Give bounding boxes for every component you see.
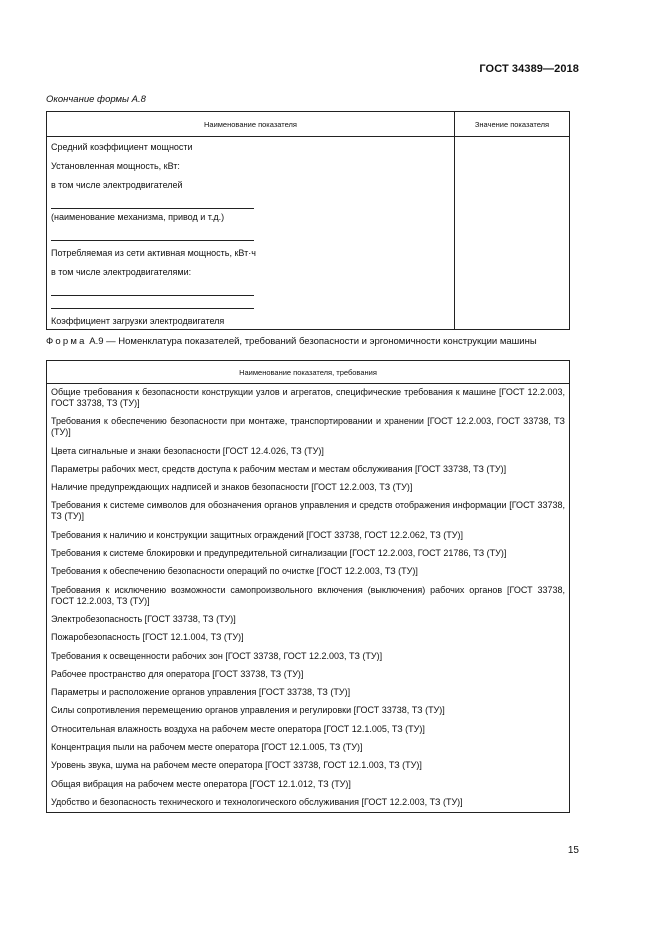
list-item: Цвета сигнальные и знаки безопасности [ГОСТ 12.4.026, ТЗ (ТУ)]	[51, 445, 324, 456]
list-item: Удобство и безопасность технического и технологического обслуживания [ГОСТ 12.2.003, ТЗ (ТУ)]	[51, 796, 463, 807]
blank-line	[51, 285, 254, 296]
form-a9-caption	[46, 336, 537, 347]
line-mechanism-note: (наименование механизма, привод и т.д.)	[51, 212, 225, 222]
indicator-cell	[47, 137, 455, 330]
list-item: Электробезопасность [ГОСТ 33738, ТЗ (ТУ)]	[51, 613, 236, 624]
line-power-factor: Средний коэффициент мощности	[51, 142, 193, 152]
form-a8-caption: Окончание формы А.8	[46, 94, 146, 105]
line-including-motors-2: в том числе электродвигателями:	[51, 267, 192, 277]
requirements-cell	[47, 384, 570, 813]
list-item: Общая вибрация на рабочем месте оператора [ГОСТ 12.1.012, ТЗ (ТУ)]	[51, 778, 351, 789]
value-cell	[455, 137, 570, 330]
list-item: Требования к освещенности рабочих зон [ГОСТ 33738, ГОСТ 12.2.003, ТЗ (ТУ)]	[51, 650, 383, 661]
table-row	[47, 137, 570, 330]
form-a8-table	[46, 111, 570, 330]
list-item: Рабочее пространство для оператора [ГОСТ 33738, ТЗ (ТУ)]	[51, 668, 304, 679]
list-item: Пожаробезопасность [ГОСТ 12.1.004, ТЗ (ТУ)]	[51, 632, 244, 643]
table-header-row	[47, 361, 570, 384]
line-including-motors: в том числе электродвигателей	[51, 180, 183, 190]
list-item: Требования к системе символов для обозначения органов управления и средств отображения информации [ГОСТ 33738, ТЗ (ТУ)]	[51, 500, 565, 522]
line-active-power: Потребляемая из сети активная мощность, кВт·ч	[51, 248, 256, 258]
list-item: Общие требования к безопасности конструкции узлов и агрегатов, специфические требования к машине [ГОСТ 12.2.003, ГОСТ 33738, ТЗ (ТУ)]	[51, 387, 565, 408]
list-item: Параметры рабочих мест, средств доступа к рабочим местам и местам обслуживания [ГОСТ 33738, ТЗ (ТУ)]	[51, 463, 507, 474]
page-number: 15	[567, 845, 579, 856]
col-header-value: Значение показателя	[455, 112, 570, 137]
list-item: Требования к системе блокировки и предупредительной сигнализации [ГОСТ 12.2.003, ГОСТ 21786, ТЗ (ТУ)]	[51, 548, 507, 559]
caption-prefix: Форма	[46, 336, 87, 347]
document-number: ГОСТ 34389—2018	[479, 63, 579, 75]
list-item: Уровень звука, шума на рабочем месте оператора [ГОСТ 33738, ГОСТ 12.1.003, ТЗ (ТУ)]	[51, 760, 422, 771]
blank-line	[51, 298, 254, 309]
list-item: Силы сопротивления перемещению органов управления и регулировки [ГОСТ 33738, ТЗ (ТУ)]	[51, 705, 445, 716]
list-item: Требования к исключению возможности самопроизвольного включения (выключения) рабочих органов [ГОСТ 33738, ГОСТ 12.2.003, ТЗ (ТУ)]	[51, 584, 565, 606]
table-row	[47, 384, 570, 813]
caption-text: А.9 — Номенклатура показателей, требований безопасности и эргономичности конструкции машины	[86, 336, 537, 347]
line-load-factor: Коэффициент загрузки электродвигателя	[51, 316, 225, 326]
list-item: Наличие предупреждающих надписей и знаков безопасности [ГОСТ 12.2.003, ТЗ (ТУ)]	[51, 482, 413, 493]
list-item: Требования к наличию и конструкции защитных ограждений [ГОСТ 33738, ГОСТ 12.2.062, ТЗ (ТУ)]	[51, 529, 463, 540]
blank-line	[51, 230, 254, 241]
blank-line	[51, 198, 254, 209]
list-item: Относительная влажность воздуха на рабочем месте оператора [ГОСТ 12.1.005, ТЗ (ТУ)]	[51, 723, 425, 734]
col-header-indicator: Наименование показателя	[47, 112, 455, 137]
line-installed-power: Установленная мощность, кВт:	[51, 161, 180, 171]
form-a9-table	[46, 360, 570, 813]
list-item: Требования к обеспечению безопасности операций по очистке [ГОСТ 12.2.003, ТЗ (ТУ)]	[51, 566, 418, 577]
list-item: Параметры и расположение органов управления [ГОСТ 33738, ТЗ (ТУ)]	[51, 687, 351, 698]
list-item: Концентрация пыли на рабочем месте оператора [ГОСТ 12.1.005, ТЗ (ТУ)]	[51, 742, 363, 753]
list-item: Требования к обеспечению безопасности при монтаже, транспортировании и хранении [ГОСТ 12.2.003, ГОСТ 33738, ТЗ (ТУ)]	[51, 416, 565, 438]
table-header-row	[47, 112, 570, 137]
col-header-requirement: Наименование показателя, требования	[47, 361, 570, 384]
